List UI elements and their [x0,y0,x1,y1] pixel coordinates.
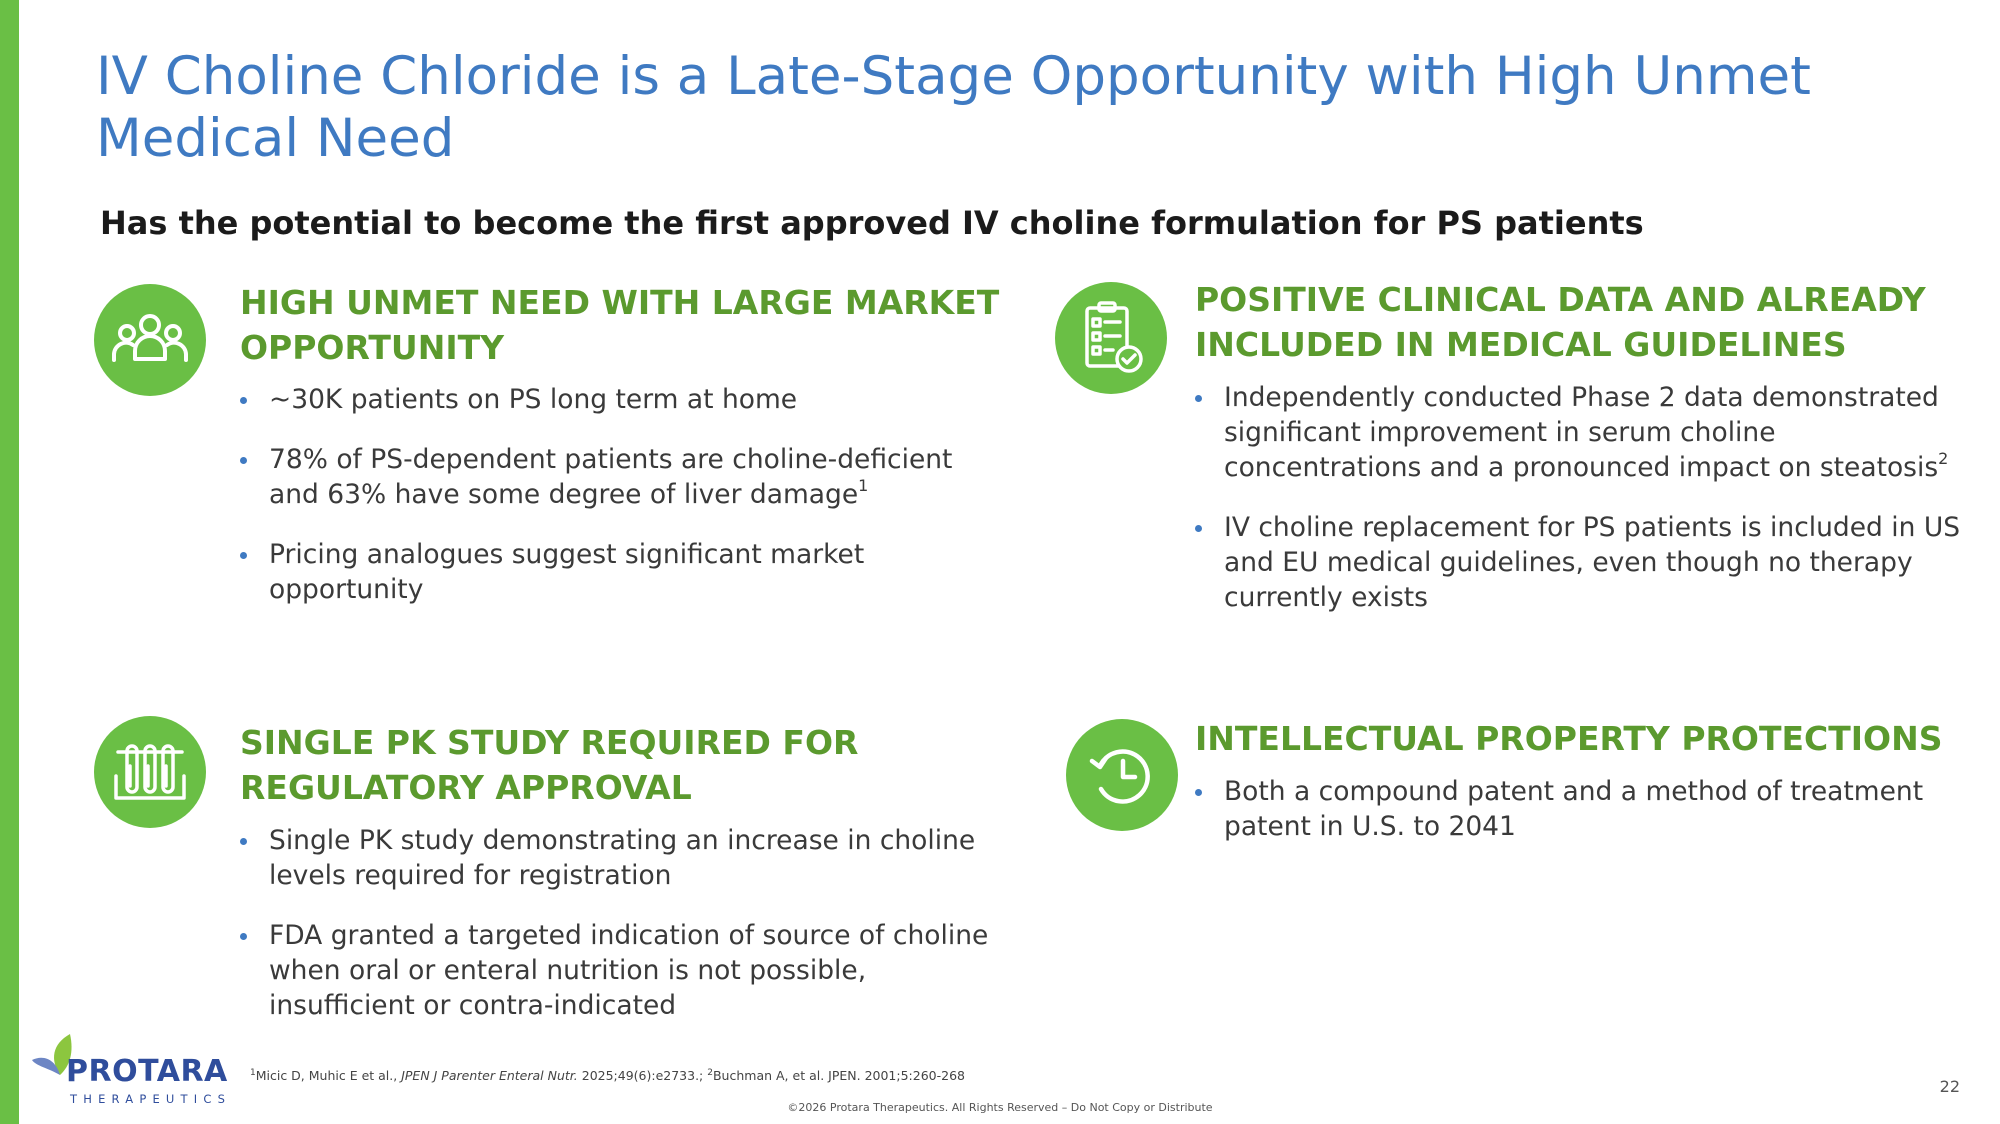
test-tubes-icon [94,716,206,828]
section-list-pk-study [240,823,1010,1048]
list-item: Pricing analogues suggest significant market opportunity [240,537,1010,607]
page-number: 22 [1939,1077,1960,1096]
logo-wordmark: PROTARA [66,1054,228,1089]
list-item: 78% of PS-dependent patients are choline-deficient and 63% have some degree of liver damage$^1$ [240,442,1010,512]
logo-tagline: THERAPEUTICS [70,1092,232,1106]
copyright-notice: ©2026 Protara Therapeutics. All Rights Reserved – Do Not Copy or Distribute [787,1101,1213,1114]
section-list-unmet-need [240,382,1010,632]
section-list-clinical-data [1195,380,1975,640]
list-item: FDA granted a targeted indication of source of choline when oral or enteral nutrition is not possible, insufficient or contra-indicated [240,918,1010,1023]
list-item: IV choline replacement for PS patients is included in US and EU medical guidelines, even though no therapy currently exists [1195,510,1975,615]
slide-title: IV Choline Chloride is a Late-Stage Opportunity with High Unmet Medical Need [96,46,1811,169]
protara-logo [30,1030,230,1110]
section-heading-clinical-data: POSITIVE CLINICAL DATA AND ALREADY INCLUDED IN MEDICAL GUIDELINES [1195,280,1926,364]
section-heading-unmet-need: HIGH UNMET NEED WITH LARGE MARKET OPPORTUNITY [240,283,1000,367]
section-list-ip [1195,774,1955,869]
list-item: Both a compound patent and a method of treatment patent in U.S. to 2041 [1195,774,1955,844]
left-accent-bar [0,0,19,1124]
footnote: $^1$Micic D, Muhic E et al., JPEN J Parenter Enteral Nutr. 2025;49(6):e2733.; $^2$Buchman A, et al. JPEN. 2001;5:260-268 [250,1068,965,1083]
slide-subtitle: Has the potential to become the first approved IV choline formulation for PS patients [100,204,1644,242]
footnote-marker: 2 [1938,449,1949,468]
list-item: Independently conducted Phase 2 data demonstrated significant improvement in serum choline concentrations and a pronounced impact on steatosis$^2$ [1195,380,1975,485]
list-item: Single PK study demonstrating an increase in choline levels required for registration [240,823,1010,893]
clipboard-checklist-icon [1055,282,1167,394]
section-heading-ip: INTELLECTUAL PROPERTY PROTECTIONS [1195,719,1943,758]
footnote-marker: 1 [858,476,869,495]
people-group-icon [94,284,206,396]
section-heading-pk-study: SINGLE PK STUDY REQUIRED FOR REGULATORY APPROVAL [240,723,859,807]
history-clock-icon [1066,719,1178,831]
list-item: ~30K patients on PS long term at home [240,382,1010,417]
